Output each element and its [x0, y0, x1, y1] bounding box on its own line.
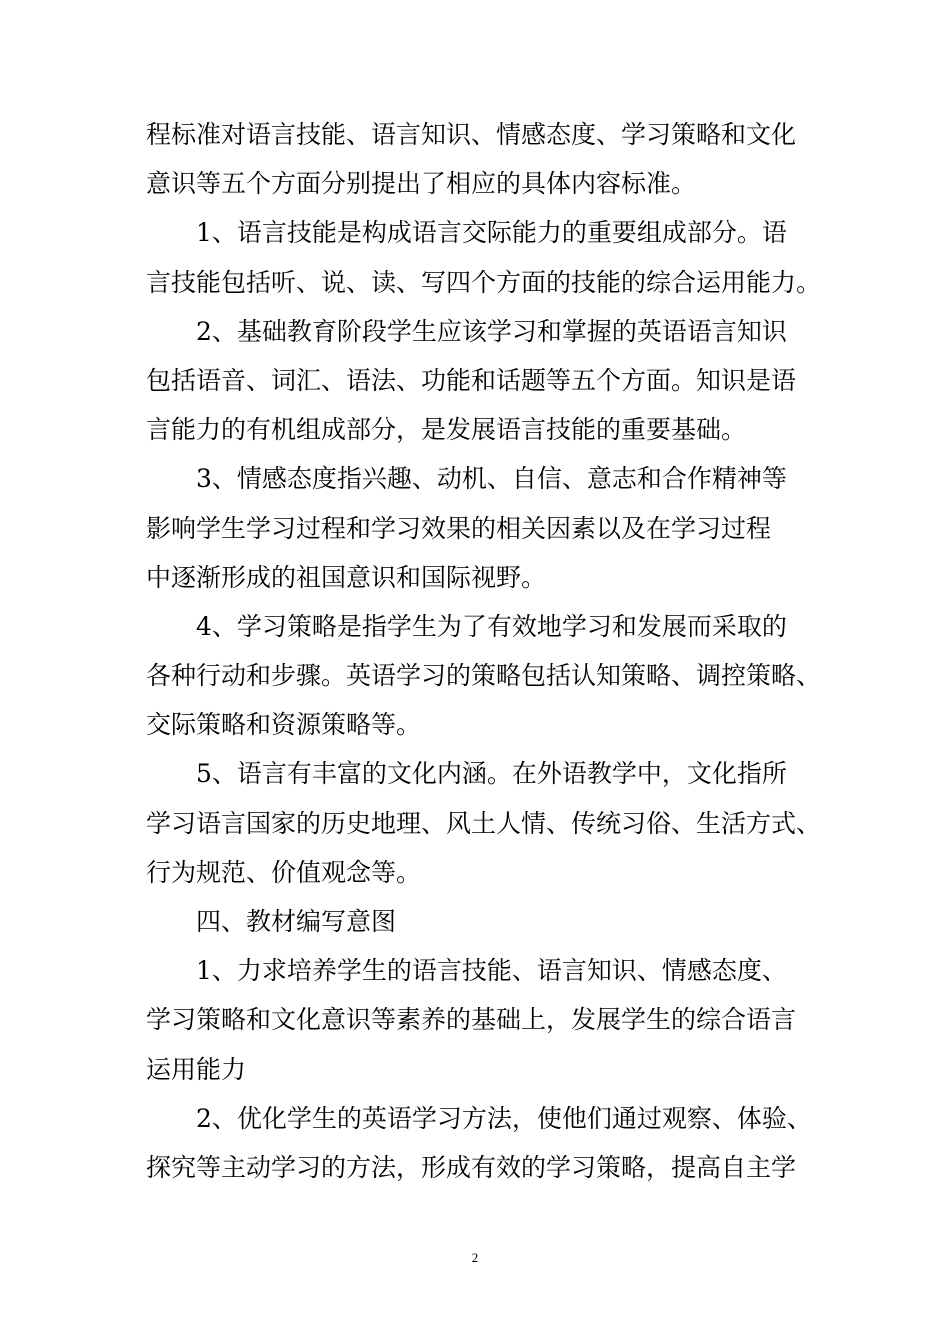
- text-line: 包括语音、词汇、语法、功能和话题等五个方面。知识是语: [146, 365, 797, 395]
- text-line: 各种行动和步骤。英语学习的策略包括认知策略、调控策略、: [146, 661, 822, 691]
- document-body: [146, 110, 826, 1192]
- text-line: 四、教材编写意图: [196, 907, 397, 936]
- text-line: 学习策略和文化意识等素养的基础上，发展学生的综合语言: [146, 1005, 797, 1035]
- text-line: 5、语言有丰富的文化内涵。在外语教学中，文化指所: [196, 759, 787, 789]
- text-line: 运用能力: [146, 1054, 247, 1084]
- text-line: 交际策略和资源策略等。: [146, 710, 422, 740]
- text-line: 影响学生学习过程和学习效果的相关因素以及在学习过程: [146, 513, 772, 543]
- text-line: 学习语言国家的历史地理、风土人情、传统习俗、生活方式、: [146, 808, 822, 838]
- text-line: 中逐渐形成的祖国意识和国际视野。: [146, 562, 547, 592]
- page-number: 2: [471, 1250, 479, 1265]
- text-line: 2、优化学生的英语学习方法，使他们通过观察、体验、: [196, 1103, 812, 1133]
- text-line: 4、学习策略是指学生为了有效地学习和发展而采取的: [196, 611, 787, 641]
- text-line: 行为规范、价值观念等。: [146, 857, 422, 887]
- text-line: 1、语言技能是构成语言交际能力的重要组成部分。语: [196, 218, 787, 248]
- text-line: 意识等五个方面分别提出了相应的具体内容标准。: [146, 169, 697, 199]
- text-line: 1、力求培养学生的语言技能、语言知识、情感态度、: [196, 956, 787, 986]
- text-line: 2、基础教育阶段学生应该学习和掌握的英语语言知识: [196, 316, 787, 346]
- text-line: 3、情感态度指兴趣、动机、自信、意志和合作精神等: [196, 464, 787, 494]
- text-line: 言技能包括听、说、读、写四个方面的技能的综合运用能力。: [146, 267, 822, 297]
- text-line: 程标准对语言技能、语言知识、情感态度、学习策略和文化: [146, 120, 797, 149]
- text-line: 言能力的有机组成部分，是发展语言技能的重要基础。: [146, 415, 747, 445]
- text-line: 探究等主动学习的方法，形成有效的学习策略，提高自主学: [146, 1152, 797, 1182]
